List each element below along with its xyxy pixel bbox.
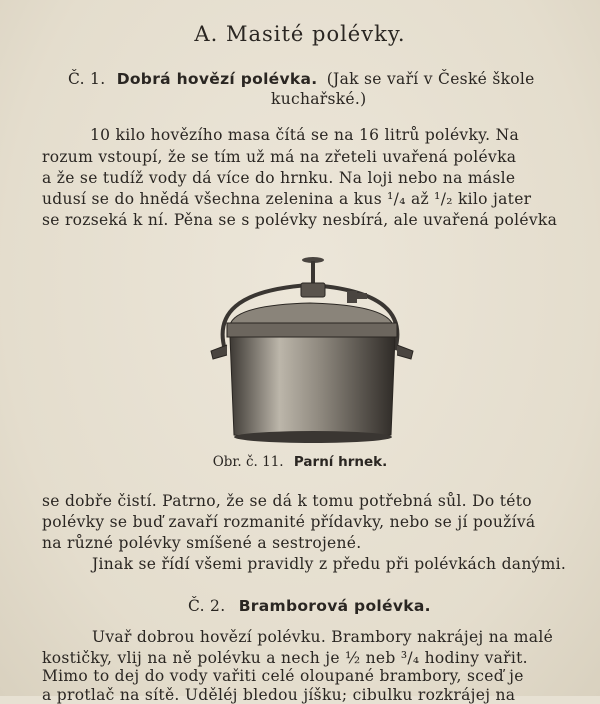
recipe1-subtitle-cont: kuchařské.) xyxy=(271,90,367,108)
recipe1-line: na různé polévky smíšené a sestrojené. xyxy=(42,534,362,552)
figure-caption-title: Parní hrnek. xyxy=(293,454,388,470)
recipe1-line: 10 kilo hovězího masa čítá se na 16 litrů polévky. Na xyxy=(90,126,520,144)
recipe2-line: a protlač na sítě. Uděléj bledou jíšku; cibulku rozkrájej na xyxy=(42,686,516,704)
recipe1-line: rozum vstoupí, že se tím už má na zřeteli uvařená polévka xyxy=(42,148,517,166)
recipe2-line: Mimo to dej do vody vařiti celé oloupané brambory, sceď je xyxy=(42,667,524,685)
steam-pot-illustration xyxy=(205,255,420,450)
recipe1-line: a že se tudíž vody dá více do hrnku. Na loji nebo na másle xyxy=(42,169,516,187)
recipe1-line: udusí se do hnědá všechna zelenina a kus ¹/₄ až ¹/₂ kilo jater xyxy=(42,190,532,208)
recipe1-line: polévky se buď zavaří rozmanité přídavky, nebo se jí používá xyxy=(42,513,536,531)
recipe1-title: Dobrá hovězí polévka. xyxy=(116,70,318,88)
recipe2-number: Č. 2. xyxy=(188,597,226,615)
figure-caption xyxy=(0,454,600,470)
recipe2-heading xyxy=(188,597,431,615)
recipe1-heading xyxy=(68,70,535,88)
recipe1-line: Jinak se řídí všemi pravidly z předu při polévkách danými. xyxy=(92,555,567,573)
recipe1-line: se rozseká k ní. Pěna se s polévky nesbírá, ale uvařená polévka xyxy=(42,211,558,229)
section-title: A. Masité polévky. xyxy=(194,22,406,46)
recipe1-subtitle: (Jak se vaří v České škole xyxy=(326,70,535,88)
recipe2-line: Uvař dobrou hovězí polévku. Brambory nakrájej na malé xyxy=(92,628,554,646)
recipe1-number: Č. 1. xyxy=(68,70,106,88)
figure-caption-prefix: Obr. č. 11. xyxy=(212,454,284,470)
recipe2-title: Bramborová polévka. xyxy=(238,597,431,615)
recipe1-line: se dobře čistí. Patrno, že se dá k tomu potřebná sůl. Do této xyxy=(42,492,532,510)
recipe2-line: kostičky, vlij na ně polévku a nech je ½ neb ³/₄ hodiny vařit. xyxy=(42,649,528,667)
